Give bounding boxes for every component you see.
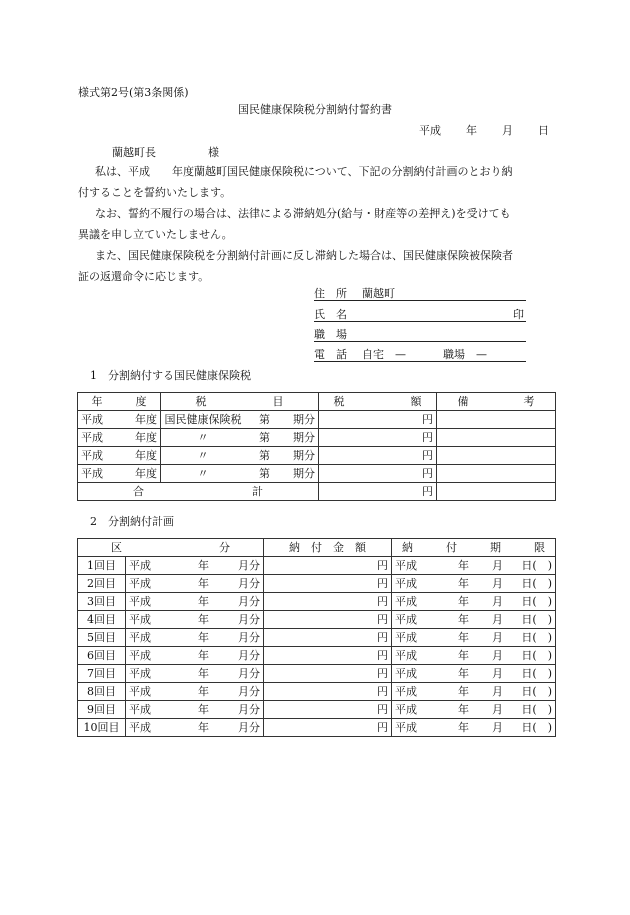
- period-month: 月分: [238, 703, 260, 716]
- row-amount[interactable]: 円: [319, 465, 437, 483]
- paragraph-line: なお、誓約不履行の場合は、法律による滞納処分(給与・財産等の差押え)を受けても: [95, 207, 511, 220]
- period-year: 年: [198, 685, 209, 698]
- period-year: 年: [198, 631, 209, 644]
- tax-table-row: [78, 429, 556, 447]
- total-right: 計: [252, 485, 263, 498]
- plan-table-row: [78, 575, 556, 593]
- installment-number: 3回目: [78, 593, 126, 611]
- installment-period[interactable]: [126, 557, 264, 575]
- row-period-prefix: 第: [259, 413, 270, 426]
- deadline-era: 平成: [395, 631, 417, 644]
- header-note: 備 考: [437, 393, 556, 411]
- row-period-suffix: 期分: [293, 449, 315, 462]
- workplace-underline: [314, 341, 526, 342]
- period-month: 月分: [238, 559, 260, 572]
- installment-period[interactable]: [126, 611, 264, 629]
- deadline-day: 日( ): [521, 559, 552, 572]
- period-year: 年: [198, 577, 209, 590]
- tax-table-header: [78, 393, 556, 411]
- installment-number: 1回目: [78, 557, 126, 575]
- tax-table-row: [78, 411, 556, 429]
- section2-heading: 2 分割納付計画: [90, 515, 174, 528]
- row-item-name: 国民健康保険税: [164, 413, 242, 426]
- installment-period[interactable]: [126, 701, 264, 719]
- installment-number: 4回目: [78, 611, 126, 629]
- deadline-day: 日( ): [521, 595, 552, 608]
- header-category-left: 区: [111, 541, 122, 554]
- row-period-suffix: 期分: [293, 431, 315, 444]
- deadline-month: 月: [492, 613, 503, 626]
- plan-table-header: [78, 539, 556, 557]
- addressee-name: 蘭越町長: [112, 146, 156, 159]
- seal-mark: 印: [513, 308, 524, 321]
- installment-amount[interactable]: 円: [264, 593, 392, 611]
- deadline-era: 平成: [395, 613, 417, 626]
- paragraph-line: 私は、平成 年度蘭越町国民健康保険税について、下記の分割納付計画のとおり納: [95, 165, 513, 178]
- item-cell[interactable]: [161, 429, 319, 447]
- date-era: 平成: [419, 124, 441, 137]
- installment-amount[interactable]: 円: [264, 629, 392, 647]
- form-id: 様式第2号(第3条関係): [78, 86, 189, 99]
- row-amount[interactable]: 円: [319, 411, 437, 429]
- installment-amount[interactable]: 円: [264, 557, 392, 575]
- deadline-era: 平成: [395, 667, 417, 680]
- period-year: 年: [198, 649, 209, 662]
- row-era: 平成: [81, 467, 103, 480]
- deadline-era: 平成: [395, 721, 417, 734]
- deadline-month: 月: [492, 703, 503, 716]
- row-amount[interactable]: 円: [319, 447, 437, 465]
- period-month: 月分: [238, 667, 260, 680]
- installment-number: 8回目: [78, 683, 126, 701]
- row-period-suffix: 期分: [293, 413, 315, 426]
- period-year: 年: [198, 721, 209, 734]
- deadline-month: 月: [492, 595, 503, 608]
- installment-period[interactable]: [126, 683, 264, 701]
- row-amount[interactable]: 円: [319, 429, 437, 447]
- deadline-year: 年: [458, 721, 469, 734]
- paragraph-line: 付することを誓約いたします。: [78, 186, 232, 199]
- row-note[interactable]: [437, 465, 556, 483]
- period-year: 年: [198, 703, 209, 716]
- tax-table: [77, 392, 556, 501]
- year-cell[interactable]: [78, 447, 161, 465]
- deadline-era: 平成: [395, 685, 417, 698]
- installment-deadline[interactable]: [392, 575, 556, 593]
- phone-work: 職場 —: [443, 348, 487, 361]
- period-era: 平成: [129, 667, 151, 680]
- deadline-day: 日( ): [521, 685, 552, 698]
- total-note[interactable]: [437, 483, 556, 501]
- page-title: 国民健康保険税分割納付誓約書: [238, 103, 392, 116]
- row-period-prefix: 第: [259, 467, 270, 480]
- tax-table-row: [78, 447, 556, 465]
- paragraph-line: また、国民健康保険税を分割納付計画に反し滞納した場合は、国民健康保険被保険者: [95, 249, 513, 262]
- plan-table-row: [78, 701, 556, 719]
- installment-deadline[interactable]: [392, 665, 556, 683]
- item-cell[interactable]: [161, 411, 319, 429]
- period-era: 平成: [129, 577, 151, 590]
- period-year: 年: [198, 559, 209, 572]
- plan-table-row: [78, 683, 556, 701]
- phone-home: 自宅 —: [362, 348, 406, 361]
- installment-period[interactable]: [126, 647, 264, 665]
- period-month: 月分: [238, 649, 260, 662]
- row-item-name: 〃: [197, 467, 209, 480]
- row-period-prefix: 第: [259, 449, 270, 462]
- installment-deadline[interactable]: [392, 611, 556, 629]
- installment-period[interactable]: [126, 665, 264, 683]
- deadline-month: 月: [492, 631, 503, 644]
- deadline-year: 年: [458, 559, 469, 572]
- total-left: 合: [133, 485, 144, 498]
- period-month: 月分: [238, 721, 260, 734]
- deadline-month: 月: [492, 577, 503, 590]
- date-year: 年: [466, 124, 477, 137]
- address-label: 住 所: [314, 287, 347, 300]
- deadline-year: 年: [458, 685, 469, 698]
- plan-table-row: [78, 629, 556, 647]
- date-day: 日: [538, 124, 549, 137]
- deadline-year: 年: [458, 667, 469, 680]
- name-underline: [314, 321, 526, 322]
- installment-deadline[interactable]: [392, 593, 556, 611]
- period-era: 平成: [129, 703, 151, 716]
- row-era: 平成: [81, 413, 103, 426]
- period-era: 平成: [129, 631, 151, 644]
- installment-period[interactable]: [126, 719, 264, 737]
- deadline-day: 日( ): [521, 667, 552, 680]
- period-era: 平成: [129, 595, 151, 608]
- installment-amount[interactable]: 円: [264, 575, 392, 593]
- installment-number: 7回目: [78, 665, 126, 683]
- deadline-month: 月: [492, 685, 503, 698]
- addressee-honorific: 様: [208, 146, 219, 159]
- period-era: 平成: [129, 721, 151, 734]
- tax-table-total: [78, 483, 556, 501]
- installment-amount[interactable]: 円: [264, 719, 392, 737]
- row-year-label: 年度: [135, 413, 157, 426]
- period-era: 平成: [129, 685, 151, 698]
- plan-table-row: [78, 557, 556, 575]
- header-payment-amount: 納 付 金 額: [264, 539, 392, 557]
- plan-table: [77, 538, 556, 737]
- name-label: 氏 名: [314, 308, 347, 321]
- deadline-era: 平成: [395, 577, 417, 590]
- deadline-day: 日( ): [521, 703, 552, 716]
- installment-number: 10回目: [78, 719, 126, 737]
- installment-deadline[interactable]: [392, 557, 556, 575]
- header-item: 税 目: [161, 393, 319, 411]
- header-year: 年 度: [78, 393, 161, 411]
- installment-amount[interactable]: 円: [264, 683, 392, 701]
- row-year-label: 年度: [135, 431, 157, 444]
- phone-underline: [314, 361, 526, 362]
- installment-amount[interactable]: 円: [264, 701, 392, 719]
- installment-deadline[interactable]: [392, 647, 556, 665]
- item-cell[interactable]: [161, 447, 319, 465]
- installment-deadline[interactable]: [392, 629, 556, 647]
- period-era: 平成: [129, 613, 151, 626]
- period-month: 月分: [238, 631, 260, 644]
- deadline-year: 年: [458, 631, 469, 644]
- item-cell[interactable]: [161, 465, 319, 483]
- installment-number: 2回目: [78, 575, 126, 593]
- deadline-era: 平成: [395, 595, 417, 608]
- paragraph-line: 異議を申し立ていたしません。: [78, 228, 233, 241]
- deadline-year: 年: [458, 595, 469, 608]
- deadline-month: 月: [492, 649, 503, 662]
- installment-period[interactable]: [126, 593, 264, 611]
- deadline-era: 平成: [395, 649, 417, 662]
- installment-number: 5回目: [78, 629, 126, 647]
- section1-heading: 1 分割納付する国民健康保険税: [90, 369, 251, 382]
- deadline-day: 日( ): [521, 613, 552, 626]
- plan-table-row: [78, 593, 556, 611]
- deadline-era: 平成: [395, 703, 417, 716]
- address-value: 蘭越町: [362, 287, 395, 300]
- row-note[interactable]: [437, 447, 556, 465]
- deadline-month: 月: [492, 667, 503, 680]
- year-cell[interactable]: [78, 465, 161, 483]
- date-month: 月: [502, 124, 513, 137]
- year-cell[interactable]: [78, 411, 161, 429]
- row-era: 平成: [81, 449, 103, 462]
- date-line: [419, 124, 549, 138]
- plan-table-row: [78, 719, 556, 737]
- row-note[interactable]: [437, 429, 556, 447]
- deadline-year: 年: [458, 613, 469, 626]
- period-year: 年: [198, 595, 209, 608]
- period-month: 月分: [238, 577, 260, 590]
- deadline-day: 日( ): [521, 721, 552, 734]
- deadline-year: 年: [458, 649, 469, 662]
- period-year: 年: [198, 667, 209, 680]
- installment-deadline[interactable]: [392, 719, 556, 737]
- installment-period[interactable]: [126, 575, 264, 593]
- installment-number: 6回目: [78, 647, 126, 665]
- deadline-month: 月: [492, 559, 503, 572]
- period-era: 平成: [129, 559, 151, 572]
- workplace-label: 職 場: [314, 328, 347, 341]
- period-month: 月分: [238, 685, 260, 698]
- installment-amount[interactable]: 円: [264, 665, 392, 683]
- deadline-era: 平成: [395, 559, 417, 572]
- period-month: 月分: [238, 613, 260, 626]
- plan-table-row: [78, 611, 556, 629]
- tax-table-row: [78, 465, 556, 483]
- deadline-year: 年: [458, 577, 469, 590]
- total-yen: 円: [319, 483, 437, 501]
- row-year-label: 年度: [135, 467, 157, 480]
- phone-label: 電 話: [314, 348, 347, 361]
- period-era: 平成: [129, 649, 151, 662]
- header-category-right: 分: [219, 541, 230, 554]
- installment-deadline[interactable]: [392, 701, 556, 719]
- period-year: 年: [198, 613, 209, 626]
- period-month: 月分: [238, 595, 260, 608]
- address-underline: [314, 300, 526, 301]
- installment-amount[interactable]: 円: [264, 647, 392, 665]
- paragraph-line: 証の返還命令に応じます。: [78, 270, 210, 283]
- row-era: 平成: [81, 431, 103, 444]
- row-year-label: 年度: [135, 449, 157, 462]
- installment-amount[interactable]: 円: [264, 611, 392, 629]
- year-cell[interactable]: [78, 429, 161, 447]
- plan-table-row: [78, 665, 556, 683]
- header-deadline: 納 付 期 限: [392, 539, 556, 557]
- row-item-name: 〃: [197, 449, 209, 462]
- row-item-name: 〃: [197, 431, 209, 444]
- plan-table-row: [78, 647, 556, 665]
- row-period-suffix: 期分: [293, 467, 315, 480]
- row-note[interactable]: [437, 411, 556, 429]
- installment-deadline[interactable]: [392, 683, 556, 701]
- deadline-month: 月: [492, 721, 503, 734]
- deadline-day: 日( ): [521, 631, 552, 644]
- deadline-day: 日( ): [521, 577, 552, 590]
- row-period-prefix: 第: [259, 431, 270, 444]
- header-amount: 税 額: [319, 393, 437, 411]
- deadline-year: 年: [458, 703, 469, 716]
- installment-number: 9回目: [78, 701, 126, 719]
- installment-period[interactable]: [126, 629, 264, 647]
- deadline-day: 日( ): [521, 649, 552, 662]
